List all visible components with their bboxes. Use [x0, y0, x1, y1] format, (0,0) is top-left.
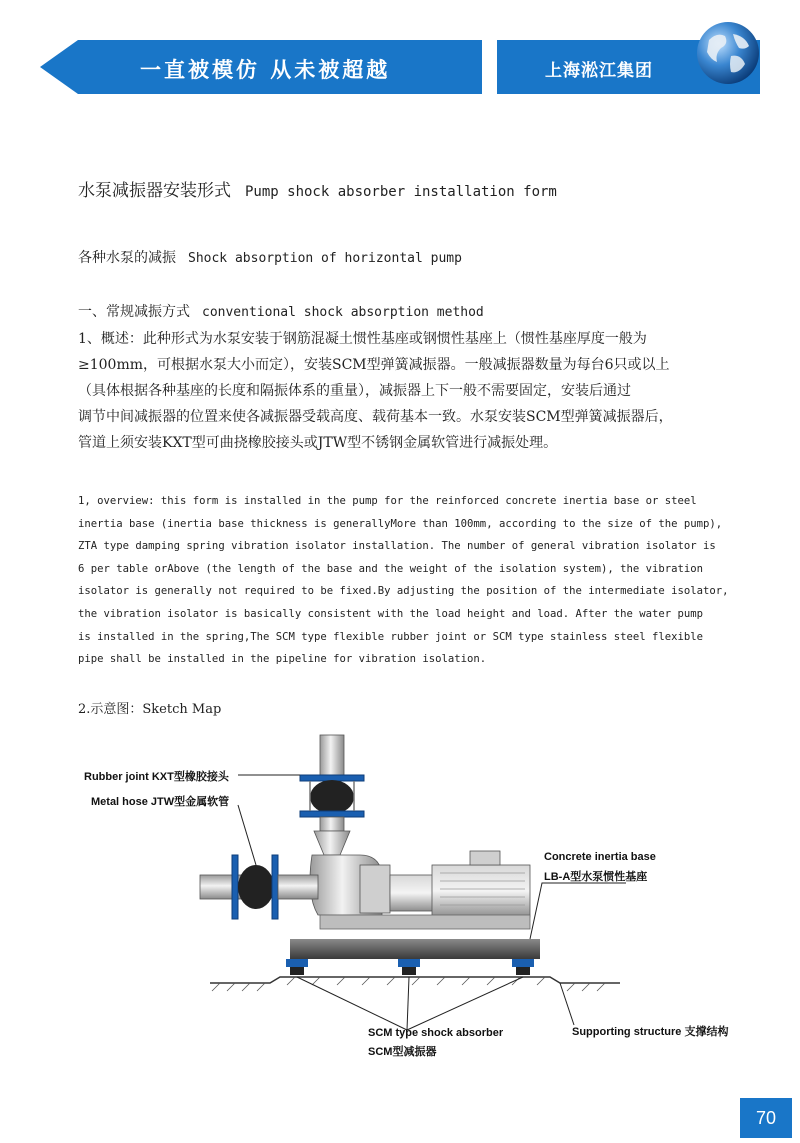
overview-en-line: 1, overview: this form is installed in the pump for the reinforced concrete inertia base or steel [78, 495, 697, 507]
scm-shock-absorbers [286, 959, 534, 975]
leader-absorber-2 [407, 977, 409, 1030]
header-slogan: 一直被模仿 从未被超越 [140, 58, 391, 82]
label-absorber-cn: SCM型减振器 [368, 1046, 437, 1058]
upper-flange-bottom [300, 811, 364, 817]
subtitle-en: Shock absorption of horizontal pump [188, 251, 462, 266]
section-1-en: conventional shock absorption method [202, 305, 484, 320]
overview-en-line: is installed in the spring,The SCM type flexible rubber joint or SCM type stainless steel flexible [78, 630, 704, 643]
reducer [314, 831, 350, 855]
globe-logo-icon [695, 20, 761, 86]
label-base-en: Concrete inertia base [544, 851, 656, 863]
overview-en-line: isolator is generally not required to be fixed.By adjusting the position of the intermediate isolator, [78, 585, 729, 598]
right-flange [272, 855, 278, 919]
overview-cn-line: 1、概述：此种形式为水泵安装于钢筋混凝土惯性基座或钢惯性基座上（惯性基座厚度一般为 [78, 331, 647, 347]
label-base-cn: LB-A型水泵惯性基座 [544, 871, 648, 883]
overview-cn-line: 管道上须安装KXT型可曲挠橡胶接头或JTW型不锈钢金属软管进行减振处理。 [78, 435, 558, 451]
inertia-base [290, 939, 540, 959]
leader-absorber-3 [407, 977, 523, 1030]
vertical-pipe [320, 735, 344, 775]
company-name: 上海淞江集团 [545, 61, 653, 81]
page-title-cn: 水泵减振器安装形式 [78, 181, 231, 201]
page-number: 70 [740, 1098, 792, 1138]
page-title-en: Pump shock absorber installation form [245, 184, 557, 200]
overview-en-line: inertia base (inertia base thickness is generallyMore than 100mm, according to the size of the pump), [78, 517, 723, 530]
side-rubber-joint [238, 865, 274, 909]
label-absorber-en: SCM type shock absorber [368, 1027, 504, 1039]
overview-en-line: pipe shall be installed in the pipeline for vibration isolation. [78, 653, 487, 666]
overview-en-line: ZTA type damping spring vibration isolator installation. The number of general vibration isolator is [78, 540, 716, 553]
left-flange [232, 855, 238, 919]
overview-cn-line: （具体根据各种基座的长度和隔振体系的重量），减振器上下一般不需要固定，安装后通过 [78, 383, 631, 399]
subtitle-cn: 各种水泵的减振 [78, 250, 176, 266]
overview-en-paragraph [78, 490, 738, 671]
leader-absorber-1 [297, 977, 407, 1030]
section-2-heading: 2.示意图：Sketch Map [78, 702, 222, 717]
overview-cn-paragraph [78, 326, 728, 456]
pump-installation-sketch [60, 725, 760, 1070]
subtitle [78, 247, 462, 267]
section-1-heading [78, 301, 484, 321]
overview-en-line: 6 per table orAbove (the length of the base and the weight of the isolation system), the vibration [78, 562, 704, 575]
leader-support [560, 983, 574, 1025]
overview-cn-line: 调节中间减振器的位置来使各减振器受载高度、载荷基本一致。水泵安装SCM型弹簧减振器后， [78, 409, 673, 425]
overview-en-line: the vibration isolator is basically consistent with the load height and load. After the water pump [78, 607, 704, 620]
motor-terminal-box [470, 851, 500, 865]
page-title [78, 176, 557, 201]
label-support: Supporting structure 支撑结构 [572, 1026, 729, 1038]
leader-metal-hose [238, 805, 256, 865]
overview-cn-line: ≥100mm，可根据水泵大小而定），安装SCM型弹簧减振器。一般减振器数量为每台6只或以上 [78, 357, 670, 373]
label-rubber-joint: Rubber joint KXT型橡胶接头 [84, 771, 229, 783]
leader-base [530, 883, 626, 939]
label-metal-hose: Metal hose JTW型金属软管 [91, 796, 230, 808]
upper-rubber-joint [310, 780, 354, 814]
section-1-cn: 一、常规减振方式 [78, 304, 190, 320]
